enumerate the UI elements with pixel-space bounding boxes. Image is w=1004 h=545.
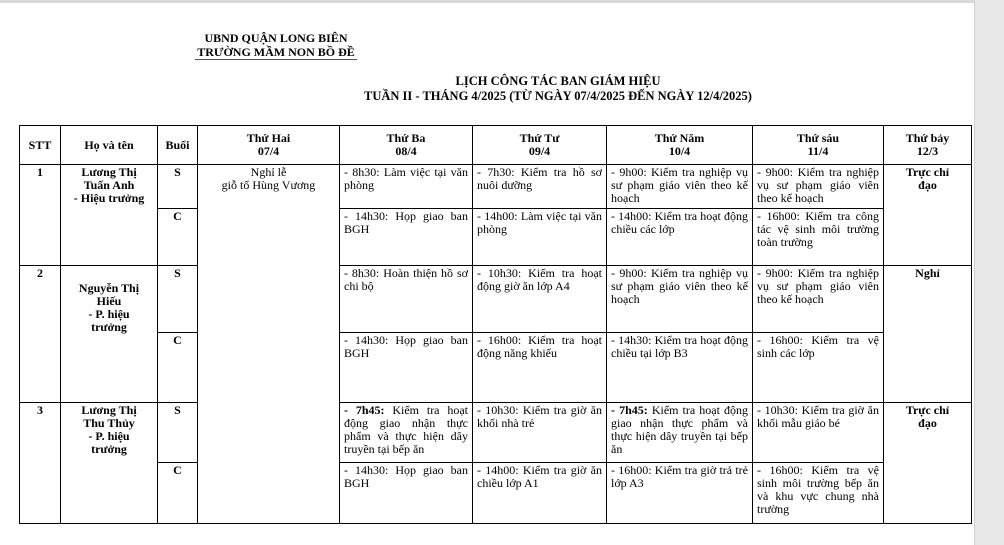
- table-row: [20, 165, 972, 209]
- task-cell: - 7h45: Kiểm tra hoạt động giao nhận thực phẩm và thực hiện dây truyền tại bếp ăn: [607, 403, 753, 463]
- saturday-cell: Trực chỉ đạo: [884, 403, 972, 524]
- task-cell: - 14h00: Kiểm tra giờ ăn chiều lớp A1: [473, 463, 607, 524]
- task-cell: - 7h45: Kiểm tra hoạt động giao nhận thực phẩm và thực hiện dây truyền tại bếp ăn: [340, 403, 473, 463]
- session-afternoon: C: [158, 209, 198, 266]
- title-line-1: LỊCH CÔNG TÁC BAN GIÁM HIỆU: [455, 74, 661, 88]
- task-cell: - 16h00: Kiểm tra giờ trả trẻ lớp A3: [607, 463, 753, 524]
- task-cell: - 9h00: Kiểm tra nghiệp vụ sư phạm giáo viên theo kế hoạch: [753, 165, 884, 209]
- stt-cell: 2: [20, 266, 61, 403]
- session-afternoon: C: [158, 463, 198, 524]
- task-cell: - 14h30: Họp giao ban BGH: [340, 333, 473, 403]
- header-tuesday: [340, 126, 473, 165]
- header-thursday: [607, 126, 753, 165]
- header-session: Buổi: [158, 126, 198, 165]
- header-wednesday: [473, 126, 607, 165]
- day-name: Thứ Tư: [519, 131, 560, 145]
- task-cell: - 14h30: Kiểm tra hoạt động chiều tại lớp B3: [607, 333, 753, 403]
- task-cell: - 14h30: Họp giao ban BGH: [340, 463, 473, 524]
- holiday-cell: Nghỉ lễ giỗ tổ Hùng Vương: [198, 165, 340, 524]
- page-edge-top: [0, 0, 1004, 3]
- day-date: 11/4: [807, 144, 829, 158]
- session-morning: S: [158, 403, 198, 463]
- school-name: TRƯỜNG MẦM NON BỒ ĐỀ: [197, 45, 355, 59]
- stt-cell: 1: [20, 165, 61, 266]
- header-stt: STT: [20, 126, 61, 165]
- task-cell: - 16h00: Kiểm tra hoạt động năng khiếu: [473, 333, 607, 403]
- day-name: Thứ Hai: [246, 131, 291, 145]
- day-name: Thứ Ba: [386, 131, 426, 145]
- session-afternoon: C: [158, 333, 198, 403]
- session-morning: S: [158, 165, 198, 209]
- saturday-cell: Trực chỉ đạo: [884, 165, 972, 266]
- task-cell: - 10h30: Kiểm tra hoạt động giờ ăn lớp A4: [473, 266, 607, 333]
- table-row: [20, 333, 972, 403]
- table-row: [20, 266, 972, 333]
- day-date: 09/4: [528, 144, 551, 158]
- header-monday: [198, 126, 340, 165]
- header-friday: [753, 126, 884, 165]
- table-row: [20, 209, 972, 266]
- task-cell: - 7h30: Kiểm tra hồ sơ nuôi dưỡng: [473, 165, 607, 209]
- day-name: Thứ bảy: [905, 131, 950, 145]
- day-date: 08/4: [395, 144, 417, 158]
- task-cell: - 10h30: Kiểm tra giờ ăn khối mẫu giáo bé: [753, 403, 884, 463]
- task-cell: - 14h00: Kiểm tra hoạt động chiều các lớp: [607, 209, 753, 266]
- task-cell: - 16h00: Kiểm tra công tác vệ sinh môi trường toàn trường: [753, 209, 884, 266]
- session-morning: S: [158, 266, 198, 333]
- document-title: [0, 74, 1004, 104]
- task-cell: - 9h00: Kiểm tra nghiệp vụ sư phạm giáo viên theo kế hoạch: [607, 165, 753, 209]
- task-cell: - 14h30: Họp giao ban BGH: [340, 209, 473, 266]
- day-date: 10/4: [668, 144, 691, 158]
- day-date: 12/3: [916, 144, 939, 158]
- person-name: Nguyễn Thị Hiếu - P. hiệu trưởng: [61, 266, 158, 403]
- table-row: [20, 403, 972, 463]
- schedule-table: [19, 125, 972, 524]
- person-name: Lương Thị Thu Thủy - P. hiệu trưởng: [61, 403, 158, 524]
- day-name: Thứ sáu: [796, 131, 840, 145]
- task-cell: - 8h30: Làm việc tại văn phòng: [340, 165, 473, 209]
- task-cell: - 8h30: Hoàn thiện hồ sơ chi bộ: [340, 266, 473, 333]
- day-name: Thứ Năm: [654, 131, 705, 145]
- task-cell: - 16h00: Kiểm tra vệ sinh các lớp: [753, 333, 884, 403]
- task-cell: - 9h00: Kiểm tra nghiệp vụ sư phạm giáo viên theo kế hoạch: [753, 266, 884, 333]
- task-cell: - 14h00: Làm việc tại văn phòng: [473, 209, 607, 266]
- task-cell: - 10h30: Kiểm tra giờ ăn khối nhà trẻ: [473, 403, 607, 463]
- stt-cell: 3: [20, 403, 61, 524]
- header-name: Họ và tên: [61, 126, 158, 165]
- header-saturday: [884, 126, 972, 165]
- day-date: 07/4: [257, 144, 280, 158]
- table-row: [20, 463, 972, 524]
- saturday-cell: Nghỉ: [884, 266, 972, 403]
- org-header: [186, 31, 366, 60]
- org-name: UBND QUẬN LONG BIÊN: [204, 31, 348, 45]
- task-cell: - 9h00: Kiểm tra nghiệp vụ sư phạm giáo viên theo kế hoạch: [607, 266, 753, 333]
- person-name: Lương Thị Tuấn Anh - Hiệu trưởng: [61, 165, 158, 266]
- header-row: [20, 126, 972, 165]
- task-cell: - 16h00: Kiểm tra vệ sinh môi trường bếp ăn và khu vực chung nhà trường: [753, 463, 884, 524]
- title-line-2: TUẦN II - THÁNG 4/2025 (TỪ NGÀY 07/4/2025 ĐẾN NGÀY 12/4/2025): [364, 89, 752, 103]
